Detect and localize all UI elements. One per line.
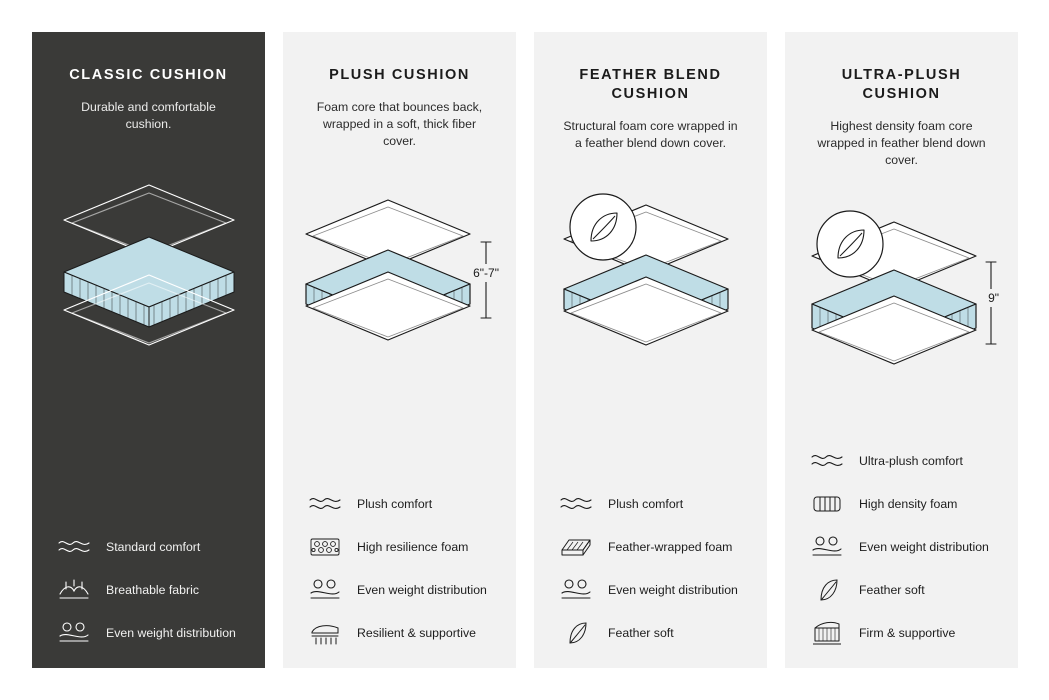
wave-comfort-icon (556, 489, 596, 519)
feature-list-plush (305, 489, 494, 648)
feature-label: Plush comfort (357, 497, 433, 511)
card-description: Highest density foam core wrapped in feather blend down cover. (817, 119, 986, 167)
feature-label: Standard comfort (106, 540, 201, 554)
card-plush-cushion (283, 32, 516, 668)
feature-list-ultra-plush (807, 446, 996, 648)
high-density-foam-icon (807, 489, 847, 519)
page-title: FEATHER BLEND CUSHION (579, 67, 722, 102)
list-item (54, 618, 243, 648)
leaf-badge (817, 211, 883, 277)
leaf-icon (807, 575, 847, 605)
page-title: PLUSH CUSHION (329, 67, 470, 83)
feature-list-feather (556, 489, 745, 648)
diagram-spacer (305, 392, 494, 479)
feature-label: Even weight distribution (357, 583, 487, 597)
feature-label: Even weight distribution (106, 626, 236, 640)
diagram-spacer (556, 394, 745, 479)
card-description: Foam core that bounces back, wrapped in a soft, thick fiber cover. (316, 100, 483, 148)
leaf-badge (570, 194, 636, 260)
card-feather-blend-cushion (534, 32, 767, 668)
feature-label: Feather soft (608, 626, 674, 640)
even-weight-icon (556, 575, 596, 605)
list-item (556, 618, 745, 648)
feature-label: Feather-wrapped foam (608, 540, 733, 554)
honeycomb-foam-icon (305, 532, 345, 562)
firm-support-icon (807, 618, 847, 648)
page-title: CLASSIC CUSHION (69, 67, 228, 83)
diagram-spacer (54, 375, 243, 522)
even-weight-icon (54, 618, 94, 648)
cushion-diagram-classic (54, 145, 243, 375)
cushion-diagram-feather (556, 164, 745, 394)
wave-comfort-icon (305, 489, 345, 519)
page-title: ULTRA-PLUSH CUSHION (841, 67, 962, 102)
feature-label: Even weight distribution (859, 540, 989, 554)
resilient-support-icon (305, 618, 345, 648)
list-item (556, 489, 745, 519)
list-item (807, 575, 996, 605)
diagram-spacer (807, 411, 996, 436)
list-item (556, 575, 745, 605)
list-item (305, 489, 494, 519)
feature-label: Firm & supportive (859, 626, 956, 640)
list-item (54, 575, 243, 605)
feature-label: Breathable fabric (106, 583, 199, 597)
feature-label: Ultra-plush comfort (859, 454, 963, 468)
cushion-diagram-plush (305, 162, 499, 392)
cushion-diagram-ultra-plush (807, 181, 999, 411)
feature-list-classic (54, 532, 243, 648)
card-description: Structural foam core wrapped in a feather blend down cover. (563, 119, 738, 150)
list-item (807, 618, 996, 648)
dimension-label: 6"-7" (473, 266, 499, 280)
feature-label: Feather soft (859, 583, 925, 597)
breathable-fabric-icon (54, 575, 94, 605)
feature-label: Resilient & supportive (357, 626, 476, 640)
feature-label: High density foam (859, 497, 958, 511)
list-item (807, 532, 996, 562)
feather-wrapped-foam-icon (556, 532, 596, 562)
leaf-icon (556, 618, 596, 648)
list-item (556, 532, 745, 562)
list-item (305, 618, 494, 648)
feature-label: High resilience foam (357, 540, 469, 554)
even-weight-icon (807, 532, 847, 562)
wave-comfort-icon (54, 532, 94, 562)
dimension-label: 9" (988, 291, 999, 305)
list-item (54, 532, 243, 562)
list-item (807, 489, 996, 519)
even-weight-icon (305, 575, 345, 605)
feature-label: Even weight distribution (608, 583, 738, 597)
list-item (305, 575, 494, 605)
card-classic-cushion (32, 32, 265, 668)
list-item (305, 532, 494, 562)
feature-label: Plush comfort (608, 497, 684, 511)
list-item (807, 446, 996, 476)
card-description: Durable and comfortable cushion. (81, 100, 216, 131)
card-ultra-plush-cushion (785, 32, 1018, 668)
wave-comfort-icon (807, 446, 847, 476)
